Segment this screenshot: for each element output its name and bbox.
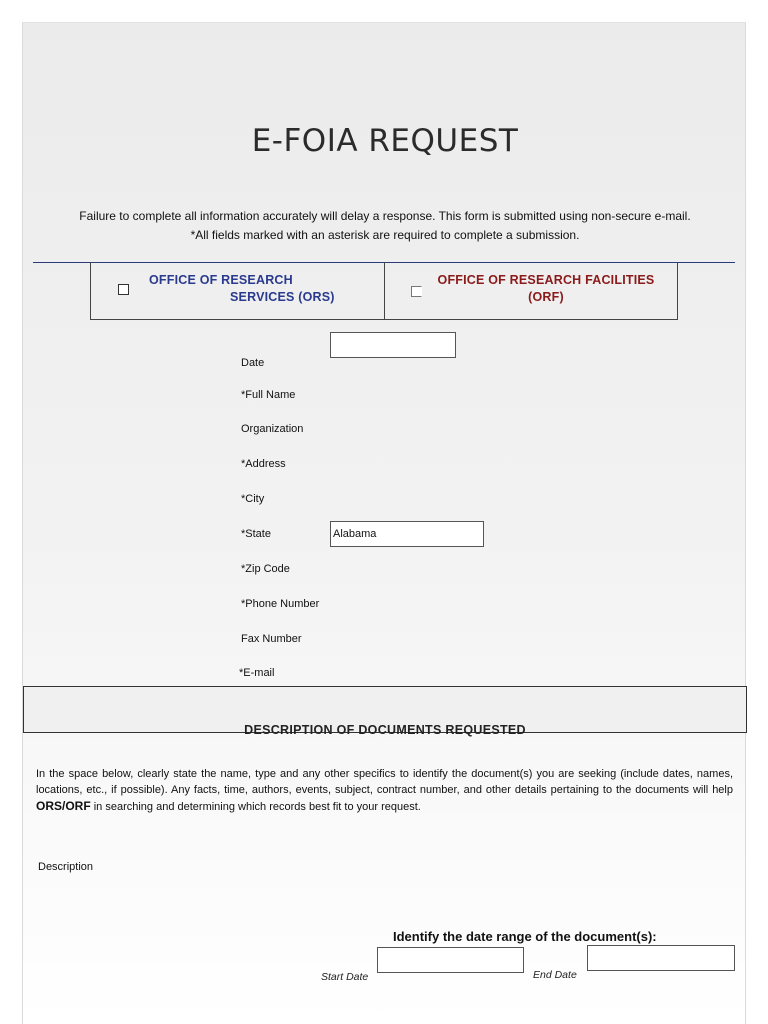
page-title: E-FOIA REQUEST (251, 123, 519, 159)
start-date-input[interactable] (377, 947, 524, 973)
end-date-label: End Date (533, 969, 577, 981)
email-label: *E-mail (239, 667, 275, 679)
date-input[interactable] (330, 332, 456, 358)
state-select[interactable]: Alabama (330, 521, 484, 547)
full-name-label: *Full Name (241, 389, 296, 401)
notice-line-1: Failure to complete all information accurately will delay a response. This form is submitted using non-secure e-mail. (79, 209, 691, 223)
date-range-title: Identify the date range of the document(s): (393, 929, 657, 944)
zip-code-label: *Zip Code (241, 563, 290, 575)
office-selector (90, 262, 678, 320)
instructions-text-after: in searching and determining which records best fit to your request. (90, 801, 421, 813)
ors-label-line-2: SERVICES (ORS) (230, 290, 335, 304)
description-instructions (36, 766, 733, 815)
description-heading: DESCRIPTION OF DOCUMENTS REQUESTED (244, 723, 526, 737)
form-page (22, 22, 746, 1024)
office-divider (384, 262, 385, 319)
end-date-input[interactable] (587, 945, 735, 971)
city-label: *City (241, 493, 265, 505)
orf-label-line-2: (ORF) (528, 290, 564, 304)
state-label: *State (241, 528, 271, 540)
start-date-label: Start Date (321, 971, 369, 983)
notice-line-2: *All fields marked with an asterisk are required to complete a submission. (190, 228, 580, 242)
ors-label-line-1: OFFICE OF RESEARCH (149, 273, 293, 287)
description-label: Description (38, 861, 94, 873)
address-label: *Address (241, 458, 286, 470)
orf-checkbox[interactable] (411, 286, 422, 297)
date-label: Date (241, 357, 265, 369)
orf-label-line-1: OFFICE OF RESEARCH FACILITIES (437, 273, 655, 287)
fax-number-label: Fax Number (241, 633, 302, 645)
instructions-text-bold: ORS/ORF (36, 799, 91, 813)
instructions-text-before: In the space below, clearly state the name, type and any other specifics to identify the document(s) you are seeking (include dates, names, locations, etc., if possible). Any facts, time, authors, events, subject, contract number, and other details pertaining to the documents will help (36, 768, 733, 796)
phone-number-label: *Phone Number (241, 598, 320, 610)
ors-checkbox[interactable] (118, 284, 129, 295)
organization-label: Organization (241, 423, 304, 435)
